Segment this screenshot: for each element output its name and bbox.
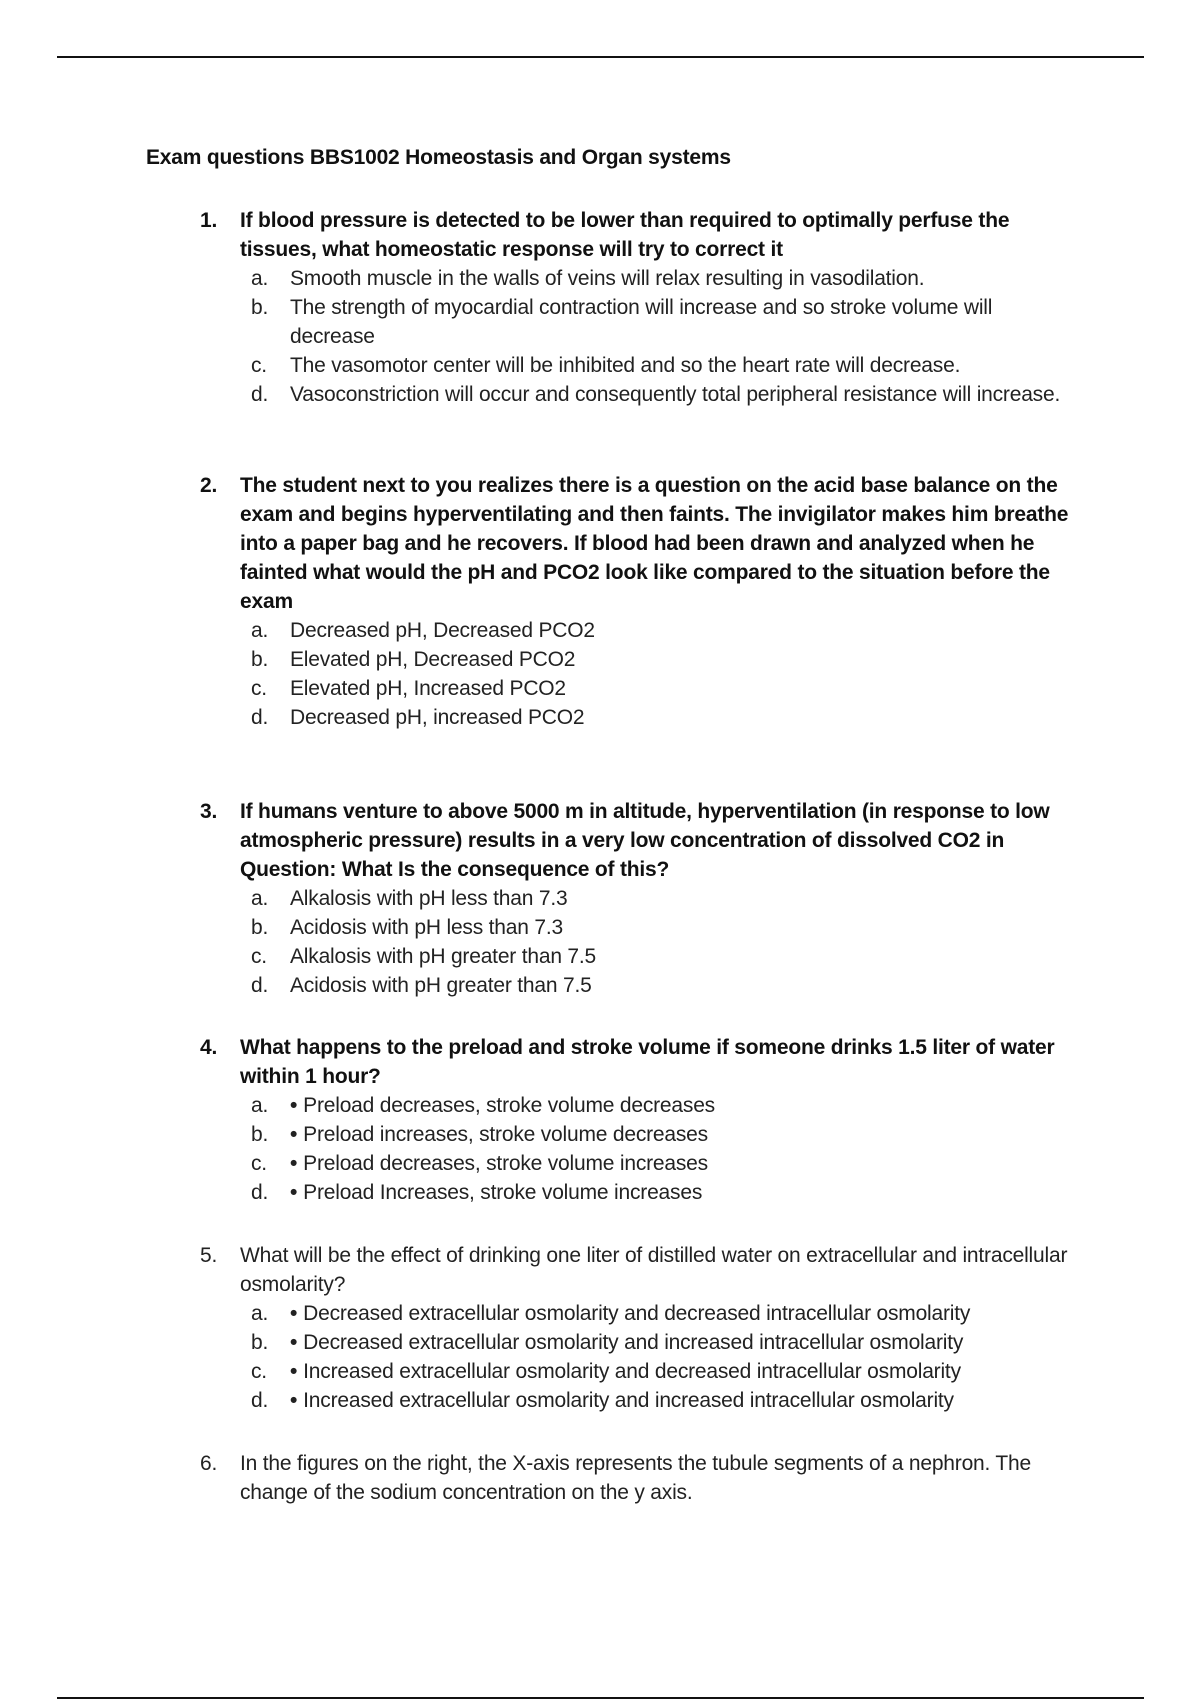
option-text: Acidosis with pH greater than 7.5 <box>290 974 592 997</box>
option-label: Preload decreases, stroke volume decreases <box>303 1094 715 1117</box>
option-label: Increased extracellular osmolarity and increased intracellular osmolarity <box>303 1389 954 1412</box>
answer-option-a <box>200 884 1080 913</box>
answer-option-c <box>200 1149 1080 1178</box>
option-letter: b. <box>251 1123 269 1146</box>
question-number: 1. <box>200 209 218 232</box>
answer-option-a <box>200 264 1080 293</box>
option-text <box>290 1178 1080 1207</box>
option-text <box>290 1386 1080 1415</box>
header-rule <box>57 56 1144 58</box>
option-text: Decreased pH, increased PCO2 <box>290 706 585 729</box>
option-text: The strength of myocardial contraction will increase and so stroke volume will decrease <box>290 296 993 348</box>
option-letter: d. <box>251 974 269 997</box>
footer-rule <box>57 1697 1144 1699</box>
question-number: 4. <box>200 1036 218 1059</box>
question-6 <box>200 1449 1080 1507</box>
answer-options <box>200 264 1080 409</box>
question-stem: If blood pressure is detected to be lower than required to optimally perfuse the tissues, what homeostatic response will try to correct it <box>240 209 1010 261</box>
option-text <box>290 1328 1080 1357</box>
answer-option-d <box>200 1178 1080 1207</box>
option-letter: a. <box>251 1302 269 1325</box>
answer-option-a <box>200 616 1080 645</box>
option-letter: c. <box>251 1152 267 1175</box>
question-2 <box>200 471 1080 732</box>
option-text <box>290 1149 1080 1178</box>
answer-option-d <box>200 1386 1080 1415</box>
option-label: Decreased extracellular osmolarity and increased intracellular osmolarity <box>303 1331 964 1354</box>
option-text <box>290 1299 1080 1328</box>
option-text <box>290 1120 1080 1149</box>
answer-option-b <box>200 913 1080 942</box>
question-number: 5. <box>200 1244 218 1267</box>
answer-option-b <box>200 293 1080 351</box>
answer-option-a <box>200 1091 1080 1120</box>
answer-option-a <box>200 1299 1080 1328</box>
option-letter: b. <box>251 1331 269 1354</box>
question-stem: The student next to you realizes there is a question on the acid base balance on the exam and begins hyperventilating and then faints. The invigilator makes him breathe into a paper bag and he recovers. If blood had been drawn and analyzed when he fainted what would the pH and PCO2 look like compared to the situation before the exam <box>240 474 1069 613</box>
option-label: Preload decreases, stroke volume increases <box>303 1152 708 1175</box>
question-stem: If humans venture to above 5000 m in altitude, hyperventilation (in response to low atmospheric pressure) results in a very low concentration of dissolved CO2 in Question: What Is the consequence of this? <box>240 800 1050 881</box>
option-label: Increased extracellular osmolarity and decreased intracellular osmolarity <box>303 1360 961 1383</box>
answer-options <box>200 1091 1080 1207</box>
option-text <box>290 1091 1080 1120</box>
bullet-icon: • <box>290 1331 298 1354</box>
answer-options <box>200 884 1080 1000</box>
answer-option-b <box>200 1120 1080 1149</box>
question-stem: What will be the effect of drinking one liter of distilled water on extracellular and intracellular osmolarity? <box>240 1244 1068 1296</box>
option-text: Alkalosis with pH less than 7.3 <box>290 887 568 910</box>
bullet-icon: • <box>290 1360 298 1383</box>
option-text <box>290 1357 1080 1386</box>
answer-option-b <box>200 1328 1080 1357</box>
answer-option-d <box>200 703 1080 732</box>
option-letter: c. <box>251 1360 267 1383</box>
bullet-icon: • <box>290 1094 298 1117</box>
question-4 <box>200 1033 1080 1207</box>
option-text: Smooth muscle in the walls of veins will relax resulting in vasodilation. <box>290 267 925 290</box>
option-letter: b. <box>251 916 269 939</box>
question-number: 3. <box>200 800 218 823</box>
option-text: Vasoconstriction will occur and consequently total peripheral resistance will increase. <box>290 383 1061 406</box>
option-letter: d. <box>251 706 269 729</box>
answer-option-c <box>200 351 1080 380</box>
option-letter: a. <box>251 267 269 290</box>
option-label: Decreased extracellular osmolarity and decreased intracellular osmolarity <box>303 1302 971 1325</box>
question-1 <box>200 206 1080 409</box>
answer-options <box>200 616 1080 732</box>
answer-option-c <box>200 674 1080 703</box>
answer-option-c <box>200 942 1080 971</box>
answer-option-c <box>200 1357 1080 1386</box>
answer-option-d <box>200 380 1080 409</box>
question-3 <box>200 797 1080 1000</box>
question-stem: In the figures on the right, the X-axis represents the tubule segments of a nephron. The change of the sodium concentration on the y axis. <box>240 1452 1032 1504</box>
option-letter: c. <box>251 945 267 968</box>
option-text: Elevated pH, Increased PCO2 <box>290 677 566 700</box>
question-number: 2. <box>200 474 218 497</box>
option-text: Alkalosis with pH greater than 7.5 <box>290 945 597 968</box>
option-letter: b. <box>251 296 269 319</box>
option-letter: c. <box>251 677 267 700</box>
option-letter: d. <box>251 1181 269 1204</box>
option-letter: a. <box>251 887 269 910</box>
option-label: Preload Increases, stroke volume increases <box>303 1181 703 1204</box>
bullet-icon: • <box>290 1302 298 1325</box>
answer-options <box>200 1299 1080 1415</box>
question-number: 6. <box>200 1452 218 1475</box>
option-text: Elevated pH, Decreased PCO2 <box>290 648 576 671</box>
document-title: Exam questions BBS1002 Homeostasis and Organ systems <box>146 146 731 169</box>
option-text: Acidosis with pH less than 7.3 <box>290 916 563 939</box>
answer-option-d <box>200 971 1080 1000</box>
option-letter: b. <box>251 648 269 671</box>
answer-option-b <box>200 645 1080 674</box>
bullet-icon: • <box>290 1123 298 1146</box>
option-letter: d. <box>251 383 269 406</box>
option-text: The vasomotor center will be inhibited and so the heart rate will decrease. <box>290 354 961 377</box>
option-letter: d. <box>251 1389 269 1412</box>
option-letter: a. <box>251 619 269 642</box>
question-stem: What happens to the preload and stroke volume if someone drinks 1.5 liter of water within 1 hour? <box>240 1036 1055 1088</box>
bullet-icon: • <box>290 1181 298 1204</box>
option-letter: c. <box>251 354 267 377</box>
question-5 <box>200 1241 1080 1415</box>
bullet-icon: • <box>290 1152 298 1175</box>
option-text: Decreased pH, Decreased PCO2 <box>290 619 595 642</box>
option-letter: a. <box>251 1094 269 1117</box>
bullet-icon: • <box>290 1389 298 1412</box>
option-label: Preload increases, stroke volume decreases <box>303 1123 708 1146</box>
